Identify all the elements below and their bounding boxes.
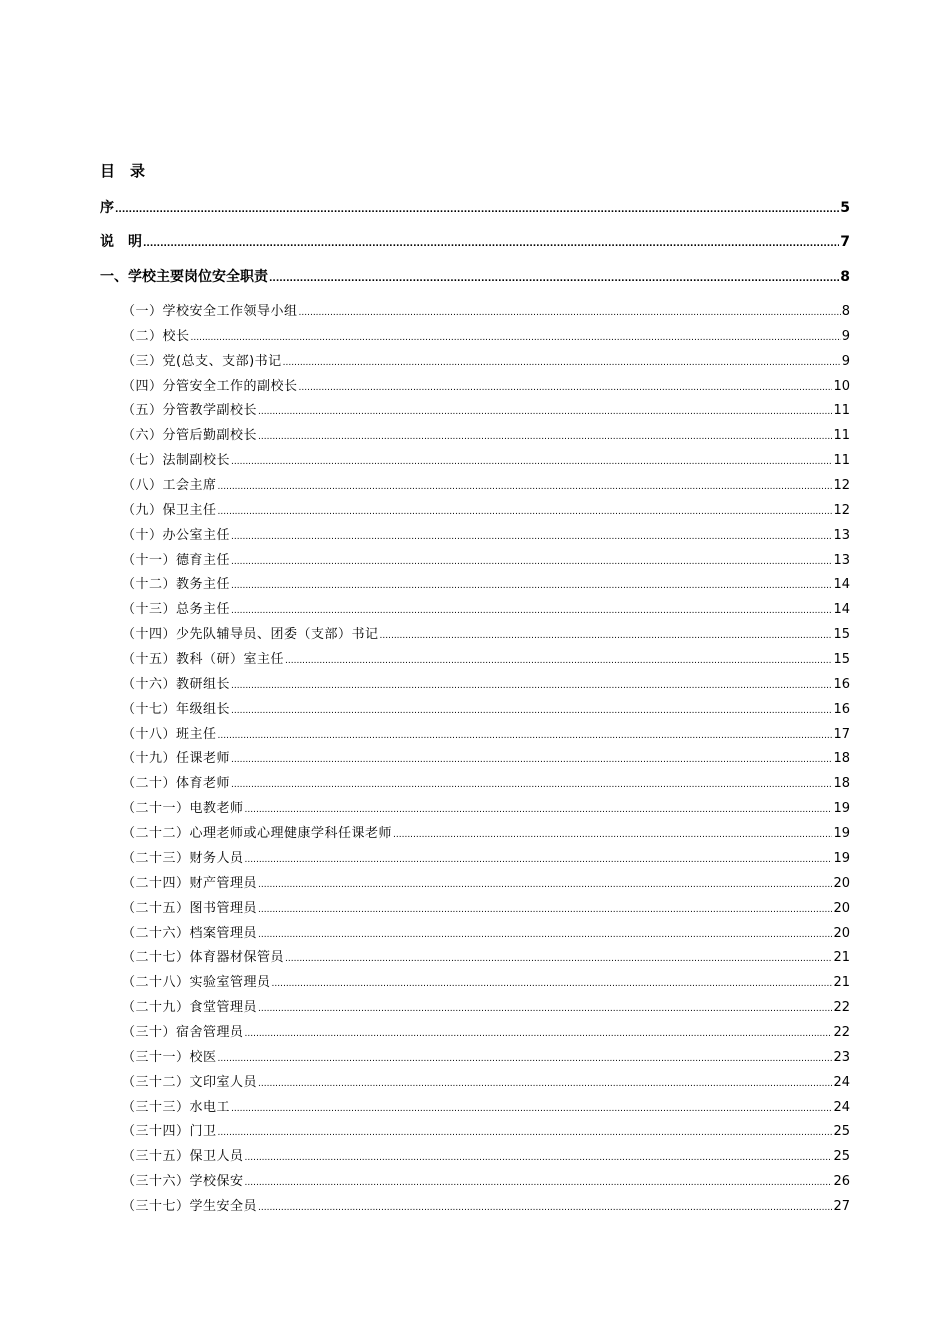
toc-entry-sub[interactable]: [122, 549, 850, 567]
toc-entry-sub[interactable]: [122, 822, 850, 840]
toc-entry-sub[interactable]: [122, 499, 850, 517]
toc-entry-sub[interactable]: [122, 1170, 850, 1188]
toc-entry-label: （七）法制副校长: [122, 453, 231, 468]
toc-page-number: 20: [833, 901, 850, 916]
toc-dot-leader: [231, 558, 832, 567]
toc-page-number: 19: [833, 851, 850, 866]
toc-entry-label: （二十四）财产管理员: [122, 876, 258, 891]
toc-entry-sub[interactable]: [122, 971, 850, 989]
toc-entry-label: （十三）总务主任: [122, 602, 231, 617]
toc-entry-label: （十七）年级组长: [122, 702, 231, 717]
toc-dot-leader: [258, 1005, 832, 1014]
toc-page-number: 23: [833, 1050, 850, 1065]
toc-dot-leader: [283, 359, 841, 368]
toc-page-number: 24: [833, 1075, 850, 1090]
toc-entry-sub[interactable]: [122, 424, 850, 442]
toc-page-number: 24: [833, 1100, 850, 1115]
toc-page-number: 11: [833, 428, 850, 443]
toc-dot-leader: [231, 533, 832, 542]
toc-page-number: 27: [833, 1199, 850, 1214]
toc-page-number: 22: [833, 1025, 850, 1040]
toc-entry-label: （十五）教科（研）室主任: [122, 652, 285, 667]
toc-page-number: 20: [833, 926, 850, 941]
toc-entry-sub[interactable]: [122, 573, 850, 591]
toc-entry-label: （三十二）文印室人员: [122, 1075, 258, 1090]
toc-page-number: 9: [841, 354, 850, 369]
toc-entry-sub[interactable]: [122, 797, 850, 815]
toc-page-number: 16: [833, 677, 850, 692]
toc-dot-leader: [380, 632, 833, 641]
toc-dot-leader: [393, 831, 832, 840]
toc-entry-main[interactable]: [100, 197, 850, 217]
toc-dot-leader: [285, 955, 832, 964]
toc-page-number: 8: [841, 304, 850, 319]
toc-page-number: 25: [833, 1149, 850, 1164]
toc-entry-sub[interactable]: [122, 350, 850, 368]
toc-page-number: 26: [833, 1174, 850, 1189]
toc-dot-leader: [231, 682, 832, 691]
toc-page-number: 11: [833, 453, 850, 468]
toc-dot-leader: [258, 906, 832, 915]
toc-entry-label: （三十五）保卫人员: [122, 1149, 244, 1164]
toc-entry-sub[interactable]: [122, 872, 850, 890]
toc-entry-label: （三）党(总支、支部)书记: [122, 354, 282, 369]
toc-dot-leader: [245, 806, 833, 815]
toc-dot-leader: [218, 508, 833, 517]
toc-page-number: 14: [833, 577, 850, 592]
toc-entry-sub[interactable]: [122, 723, 850, 741]
toc-entry-sub[interactable]: [122, 1195, 850, 1213]
toc-entry-sub[interactable]: [122, 375, 850, 393]
toc-entry-label: （二十三）财务人员: [122, 851, 244, 866]
toc-page-number: 21: [833, 975, 850, 990]
toc-page-number: 7: [840, 234, 850, 250]
toc-dot-leader: [258, 931, 832, 940]
toc-entry-label: （二十一）电教老师: [122, 801, 244, 816]
toc-entry-sub[interactable]: [122, 1145, 850, 1163]
toc-entry-label: （十一）德育主任: [122, 553, 231, 568]
toc-entry-sub[interactable]: [122, 1046, 850, 1064]
toc-entry-sub[interactable]: [122, 946, 850, 964]
toc-entry-label: （二十九）食堂管理员: [122, 1000, 258, 1015]
toc-dot-leader: [272, 980, 833, 989]
toc-entry-sub[interactable]: [122, 1021, 850, 1039]
toc-page-number: 19: [833, 826, 850, 841]
toc-entry-sub[interactable]: [122, 598, 850, 616]
toc-dot-leader: [285, 657, 832, 666]
toc-dot-leader: [231, 607, 832, 616]
toc-page-number: 10: [833, 379, 850, 394]
toc-entry-label: 一、学校主要岗位安全职责: [100, 269, 268, 285]
toc-entry-main[interactable]: [100, 231, 850, 251]
toc-dot-leader: [245, 856, 833, 865]
toc-page-number: 5: [840, 200, 850, 216]
toc-entry-label: （十二）教务主任: [122, 577, 231, 592]
toc-entry-sub[interactable]: [122, 897, 850, 915]
toc-entry-sub[interactable]: [122, 648, 850, 666]
toc-page-number: 17: [833, 727, 850, 742]
toc-title: 目 录: [100, 162, 146, 180]
toc-entry-label: （二十六）档案管理员: [122, 926, 258, 941]
toc-page-number: 20: [833, 876, 850, 891]
toc-entry-sub[interactable]: [122, 623, 850, 641]
toc-entry-sub[interactable]: [122, 847, 850, 865]
toc-page-number: 15: [833, 652, 850, 667]
toc-page-number: 16: [833, 702, 850, 717]
toc-entry-label: （十九）任课老师: [122, 751, 231, 766]
toc-dot-leader: [231, 1105, 832, 1114]
toc-dot-leader: [245, 1154, 833, 1163]
toc-entry-label: （二十五）图书管理员: [122, 901, 258, 916]
toc-entry-label: （一）学校安全工作领导小组: [122, 304, 298, 319]
toc-dot-leader: [218, 1129, 833, 1138]
toc-page-number: 12: [833, 503, 850, 518]
toc-entry-sub[interactable]: [122, 772, 850, 790]
toc-page-number: 13: [833, 528, 850, 543]
toc-entry-sub[interactable]: [122, 698, 850, 716]
toc-dot-leader: [231, 756, 832, 765]
toc-entry-label: （二十）体育老师: [122, 776, 231, 791]
toc-entry-sub[interactable]: [122, 325, 850, 343]
toc-page-number: 12: [833, 478, 850, 493]
toc-entry-label: （三十四）门卫: [122, 1124, 217, 1139]
toc-dot-leader: [258, 1204, 832, 1213]
toc-entry-label: （二十二）心理老师或心理健康学科任课老师: [122, 826, 393, 841]
toc-entry-sub[interactable]: [122, 1096, 850, 1114]
toc-entry-label: （十四）少先队辅导员、团委（支部）书记: [122, 627, 379, 642]
toc-entry-label: （三十七）学生安全员: [122, 1199, 258, 1214]
toc-dot-leader: [258, 1080, 832, 1089]
toc-dot-leader: [269, 275, 839, 284]
toc-entry-label: 序: [100, 200, 114, 216]
toc-entry-label: （六）分管后勤副校长: [122, 428, 258, 443]
toc-page-number: 8: [840, 269, 850, 285]
toc-dot-leader: [258, 433, 832, 442]
toc-dot-leader: [231, 707, 832, 716]
toc-entry-sub[interactable]: [122, 996, 850, 1014]
toc-entry-label: （四）分管安全工作的副校长: [122, 379, 298, 394]
toc-dot-leader: [258, 881, 832, 890]
toc-dot-leader: [115, 206, 839, 215]
toc-entry-label: （八）工会主席: [122, 478, 217, 493]
toc-dot-leader: [218, 1055, 833, 1064]
toc-entry-label: （九）保卫主任: [122, 503, 217, 518]
toc-dot-leader: [245, 1030, 833, 1039]
toc-page-number: 18: [833, 751, 850, 766]
toc-entry-sub[interactable]: [122, 449, 850, 467]
toc-dot-leader: [143, 240, 839, 249]
toc-entry-label: 说 明: [100, 234, 142, 250]
toc-entry-sub[interactable]: [122, 747, 850, 765]
toc-page-number: 18: [833, 776, 850, 791]
toc-page-number: 21: [833, 950, 850, 965]
toc-entry-sub[interactable]: [122, 673, 850, 691]
toc-entry-label: （五）分管教学副校长: [122, 403, 258, 418]
toc-dot-leader: [245, 1179, 833, 1188]
toc-entry-label: （十）办公室主任: [122, 528, 231, 543]
toc-page-number: 15: [833, 627, 850, 642]
toc-entry-label: （二十八）实验室管理员: [122, 975, 271, 990]
toc-page-number: 13: [833, 553, 850, 568]
toc-entry-sub[interactable]: [122, 922, 850, 940]
toc-page-number: 25: [833, 1124, 850, 1139]
toc-dot-leader: [191, 334, 841, 343]
toc-entry-label: （三十）宿舍管理员: [122, 1025, 244, 1040]
toc-entry-sub[interactable]: [122, 399, 850, 417]
toc-entry-label: （二十七）体育器材保管员: [122, 950, 285, 965]
toc-dot-leader: [299, 384, 833, 393]
toc-dot-leader: [299, 309, 841, 318]
toc-entry-sub[interactable]: [122, 524, 850, 542]
toc-entry-label: （三十三）水电工: [122, 1100, 231, 1115]
toc-page-number: 11: [833, 403, 850, 418]
toc-dot-leader: [231, 582, 832, 591]
toc-entry-sub[interactable]: [122, 474, 850, 492]
toc-dot-leader: [218, 732, 833, 741]
toc-page-number: 22: [833, 1000, 850, 1015]
toc-page-number: 9: [841, 329, 850, 344]
toc-entry-label: （二）校长: [122, 329, 190, 344]
toc-page-number: 14: [833, 602, 850, 617]
toc-entry-label: （三十六）学校保安: [122, 1174, 244, 1189]
toc-dot-leader: [231, 781, 832, 790]
toc-entry-sub[interactable]: [122, 1071, 850, 1089]
toc-page-number: 19: [833, 801, 850, 816]
toc-entry-label: （十八）班主任: [122, 727, 217, 742]
toc-dot-leader: [258, 408, 832, 417]
toc-entry-sub[interactable]: [122, 1120, 850, 1138]
toc-dot-leader: [218, 483, 833, 492]
toc-entry-label: （三十一）校医: [122, 1050, 217, 1065]
toc-dot-leader: [231, 458, 832, 467]
toc-entry-label: （十六）教研组长: [122, 677, 231, 692]
toc-entry-main[interactable]: [100, 266, 850, 286]
toc-entry-sub[interactable]: [122, 300, 850, 318]
